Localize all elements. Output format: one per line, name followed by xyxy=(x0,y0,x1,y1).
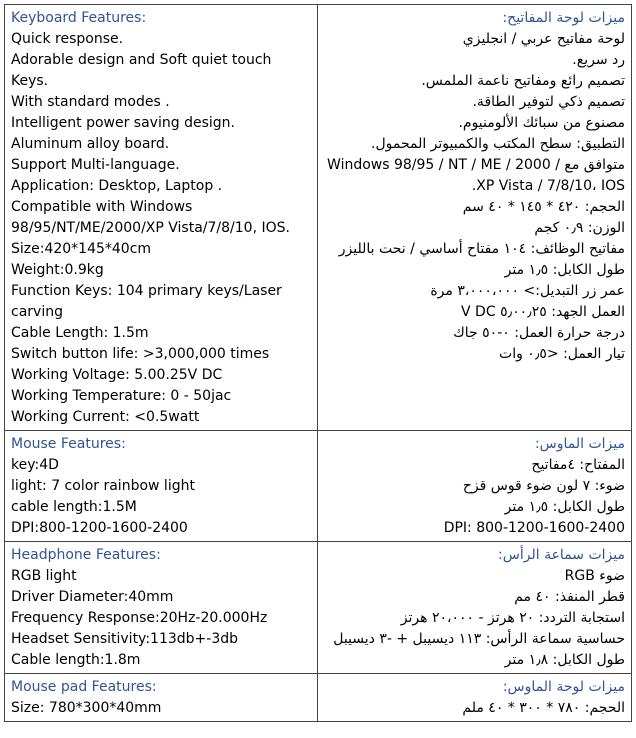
spec-line: With standard modes . xyxy=(11,94,170,110)
mousepad-en-title: Mouse pad Features: xyxy=(11,679,157,695)
spec-sheet xyxy=(4,4,632,722)
spec-line: cable length:1.5M xyxy=(11,499,137,515)
spec-line: Adorable design and Soft quiet touch Keys. xyxy=(11,52,272,89)
spec-line: Working Current: <0.5watt xyxy=(11,409,200,425)
spec-line: ضوء RGB xyxy=(564,568,625,584)
spec-line: متوافق مع Windows 98/95 / NT / ME / 2000 / XP Vista / 7/8/10، IOS. xyxy=(327,157,625,194)
spec-table xyxy=(4,4,632,722)
spec-line: Working Voltage: 5.00.25V DC xyxy=(11,367,223,383)
spec-line: رد سريع. xyxy=(572,52,625,68)
spec-line: مفاتيح الوظائف: ١٠٤ مفتاح أساسي / نحت بالليزر xyxy=(338,241,625,257)
spec-line: Working Temperature: 0 - 50jac xyxy=(11,388,232,404)
keyboard-row xyxy=(5,5,632,431)
spec-line: ضوء: ٧ لون ضوء قوس قزح xyxy=(462,478,625,494)
spec-line: Size:420*145*40cm xyxy=(11,241,152,257)
headphone-en-title: Headphone Features: xyxy=(11,547,161,563)
keyboard-ar-title: ميزات لوحة المفاتيح: xyxy=(502,10,625,26)
spec-line: تصميم ذكي لتوفير الطاقة. xyxy=(472,94,625,110)
spec-line: Switch button life: >3,000,000 times xyxy=(11,346,270,362)
spec-line: RGB light xyxy=(11,568,77,584)
spec-line: Weight:0.9kg xyxy=(11,262,104,278)
headphone-en-list xyxy=(11,566,311,671)
keyboard-en-title: Keyboard Features: xyxy=(11,10,147,26)
spec-line: طول الكابل: ١٫٥ متر xyxy=(504,499,625,515)
headphone-english-cell xyxy=(5,542,318,674)
keyboard-ar-list xyxy=(324,29,625,365)
spec-line: Application: Desktop, Laptop . xyxy=(11,178,223,194)
mousepad-ar-title: ميزات لوحة الماوس: xyxy=(502,679,625,695)
spec-line: DPI: 800-1200-1600-2400 xyxy=(443,520,625,536)
spec-line: Support Multi-language. xyxy=(11,157,180,173)
keyboard-arabic-cell xyxy=(318,5,632,431)
spec-line: الحجم: ٤٢٠ * ١٤٥ * ٤٠ سم xyxy=(462,199,625,215)
spec-line: DPI:800-1200-1600-2400 xyxy=(11,520,188,536)
mousepad-en-list xyxy=(11,698,311,719)
spec-line: استجابة التردد: ٢٠ هرتز - ٢٠،٠٠٠ هرتز xyxy=(400,610,625,626)
spec-line: Quick response. xyxy=(11,31,124,47)
mouse-ar-title: ميزات الماوس: xyxy=(534,436,625,452)
spec-line: حساسية سماعة الرأس: ١١٣ ديسيبل + -٣ ديسيبل xyxy=(333,631,625,647)
spec-line: المفتاح: ٤مفاتيح xyxy=(531,457,625,473)
spec-line: Compatible with Windows 98/95/NT/ME/2000/XP Vista/7/8/10, IOS. xyxy=(11,199,290,236)
headphone-ar-title: ميزات سماعة الرأس: xyxy=(498,547,625,563)
spec-line: Aluminum alloy board. xyxy=(11,136,170,152)
mouse-en-title: Mouse Features: xyxy=(11,436,126,452)
mouse-row xyxy=(5,431,632,542)
spec-line: قطر المنفذ: ٤٠ مم xyxy=(514,589,625,605)
spec-line: تصميم رائع ومفاتيح ناعمة الملمس. xyxy=(421,73,625,89)
spec-line: light: 7 color rainbow light xyxy=(11,478,195,494)
keyboard-en-list xyxy=(11,29,311,428)
headphone-ar-list xyxy=(324,566,625,671)
spec-line: تيار العمل: <٠٫٥ وات xyxy=(499,346,625,362)
spec-line: الحجم: ٧٨٠ * ٣٠٠ * ٤٠ ملم xyxy=(462,700,625,716)
keyboard-english-cell xyxy=(5,5,318,431)
spec-line: key:4D xyxy=(11,457,59,473)
spec-line: Headset Sensitivity:113db+-3db xyxy=(11,631,238,647)
mouse-arabic-cell xyxy=(318,431,632,542)
spec-line: عمر زر التبديل:> ٣،٠٠٠،٠٠٠ مرة xyxy=(430,283,625,299)
spec-line: Driver Diameter:40mm xyxy=(11,589,174,605)
mousepad-ar-list xyxy=(324,698,625,719)
mouse-english-cell xyxy=(5,431,318,542)
spec-line: الوزن: ٠٫٩ كجم xyxy=(534,220,625,236)
mouse-en-list xyxy=(11,455,311,539)
mousepad-english-cell xyxy=(5,674,318,722)
mousepad-arabic-cell xyxy=(318,674,632,722)
spec-line: مصنوع من سبائك الألومنيوم. xyxy=(458,115,625,131)
spec-line: Intelligent power saving design. xyxy=(11,115,235,131)
spec-line: طول الكابل: ١٫٥ متر xyxy=(504,262,625,278)
spec-line: لوحة مفاتيح عربي / انجليزي xyxy=(462,31,625,47)
spec-line: التطبيق: سطح المكتب والكمبيوتر المحمول. xyxy=(371,136,625,152)
spec-line: Function Keys: 104 primary keys/Laser carving xyxy=(11,283,282,320)
spec-line: Size: 780*300*40mm xyxy=(11,700,162,716)
spec-line: Frequency Response:20Hz-20.000Hz xyxy=(11,610,268,626)
spec-line: Cable length:1.8m xyxy=(11,652,141,668)
mousepad-row xyxy=(5,674,632,722)
spec-line: Cable Length: 1.5m xyxy=(11,325,149,341)
headphone-row xyxy=(5,542,632,674)
mouse-ar-list xyxy=(324,455,625,539)
spec-line: درجة حرارة العمل: ٠-٥٠ جاك xyxy=(453,325,625,341)
spec-line: العمل الجهد: ٥٫٠٠٫٢٥ V DC xyxy=(461,304,625,320)
spec-line: طول الكابل: ١٫٨ متر xyxy=(504,652,625,668)
headphone-arabic-cell xyxy=(318,542,632,674)
